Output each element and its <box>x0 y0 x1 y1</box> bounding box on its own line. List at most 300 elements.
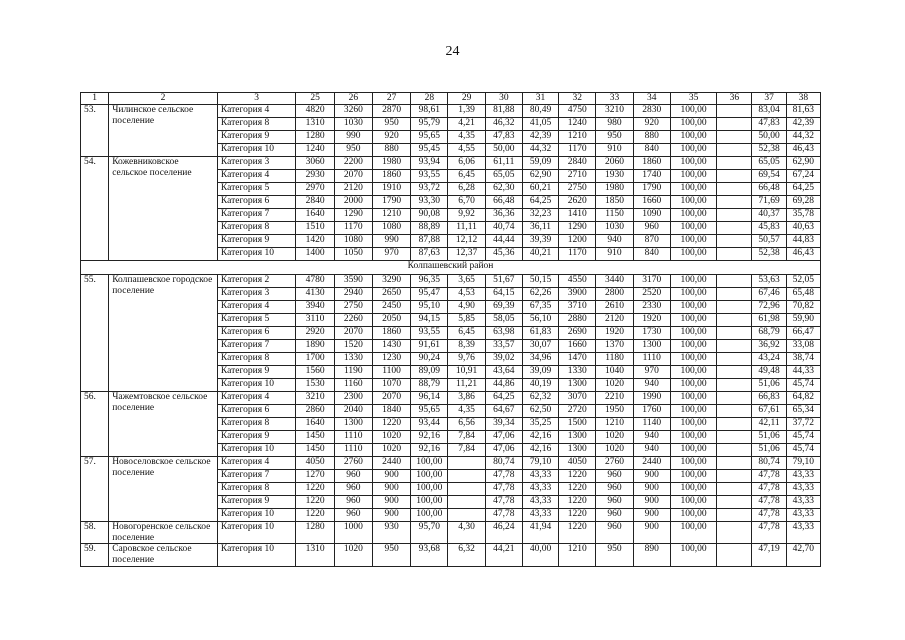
value-cell: 100,00 <box>670 405 716 418</box>
value-cell <box>717 457 752 470</box>
settlement-number: 59. <box>81 544 109 566</box>
value-cell: 940 <box>633 431 670 444</box>
column-header: 25 <box>296 93 334 105</box>
value-cell: 980 <box>596 118 633 131</box>
category-cell: Категория 9 <box>217 235 296 248</box>
value-cell <box>717 327 752 340</box>
value-cell: 2070 <box>334 327 372 340</box>
value-cell <box>717 509 752 522</box>
value-cell: 950 <box>596 131 633 144</box>
settlement-number: 58. <box>81 522 109 544</box>
value-cell: 3,86 <box>448 392 485 405</box>
value-cell: 1790 <box>633 183 670 196</box>
value-cell: 1000 <box>334 522 372 544</box>
settlement-number: 56. <box>81 392 109 457</box>
value-cell: 100,00 <box>670 196 716 209</box>
column-header: 26 <box>334 93 372 105</box>
value-cell: 1110 <box>334 444 372 457</box>
value-cell: 1170 <box>334 222 372 235</box>
category-cell: Категория 10 <box>217 522 296 544</box>
value-cell: 43,33 <box>786 522 820 544</box>
value-cell: 50,00 <box>485 144 522 157</box>
settlement-name: Чилинское сельское поселение <box>109 105 218 157</box>
value-cell: 1730 <box>633 327 670 340</box>
value-cell: 100,00 <box>670 131 716 144</box>
value-cell: 90,08 <box>411 209 448 222</box>
value-cell <box>717 131 752 144</box>
value-cell: 67,61 <box>752 405 786 418</box>
value-cell: 93,44 <box>411 418 448 431</box>
value-cell: 100,00 <box>670 353 716 366</box>
value-cell: 1980 <box>596 183 633 196</box>
value-cell: 100,00 <box>670 183 716 196</box>
value-cell: 43,33 <box>786 483 820 496</box>
column-header: 2 <box>109 93 218 105</box>
value-cell: 1020 <box>596 379 633 392</box>
value-cell: 94,15 <box>411 314 448 327</box>
value-cell: 900 <box>372 496 410 509</box>
value-cell: 51,06 <box>752 379 786 392</box>
value-cell: 43,33 <box>786 509 820 522</box>
value-cell: 960 <box>596 509 633 522</box>
value-cell: 83,04 <box>752 105 786 118</box>
value-cell: 1030 <box>596 222 633 235</box>
value-cell: 47,78 <box>485 496 522 509</box>
value-cell: 87,88 <box>411 235 448 248</box>
value-cell: 2930 <box>296 170 334 183</box>
value-cell: 920 <box>633 118 670 131</box>
value-cell: 1370 <box>596 340 633 353</box>
value-cell: 43,24 <box>752 353 786 366</box>
value-cell: 2720 <box>559 405 596 418</box>
value-cell: 100,00 <box>670 483 716 496</box>
value-cell: 100,00 <box>670 544 716 566</box>
value-cell: 46,43 <box>786 248 820 261</box>
value-cell: 1910 <box>372 183 410 196</box>
value-cell: 3940 <box>296 301 334 314</box>
value-cell: 1210 <box>559 131 596 144</box>
value-cell: 80,49 <box>522 105 558 118</box>
value-cell: 100,00 <box>411 457 448 470</box>
value-cell: 47,78 <box>485 483 522 496</box>
value-cell: 1330 <box>334 353 372 366</box>
value-cell: 65,34 <box>786 405 820 418</box>
value-cell: 960 <box>334 483 372 496</box>
value-cell: 1290 <box>559 222 596 235</box>
value-cell: 40,74 <box>485 222 522 235</box>
value-cell: 1840 <box>372 405 410 418</box>
value-cell: 960 <box>334 509 372 522</box>
settlement-number: 57. <box>81 457 109 522</box>
value-cell: 39,39 <box>522 235 558 248</box>
category-cell: Категория 6 <box>217 327 296 340</box>
value-cell: 950 <box>334 144 372 157</box>
value-cell: 66,48 <box>485 196 522 209</box>
value-cell: 2300 <box>334 392 372 405</box>
value-cell: 47,06 <box>485 444 522 457</box>
category-cell: Категория 8 <box>217 222 296 235</box>
value-cell: 96,35 <box>411 275 448 288</box>
value-cell <box>717 340 752 353</box>
value-cell: 95,10 <box>411 301 448 314</box>
value-cell: 43,64 <box>485 366 522 379</box>
category-cell: Категория 6 <box>217 196 296 209</box>
value-cell: 11,21 <box>448 379 485 392</box>
value-cell: 6,45 <box>448 327 485 340</box>
value-cell: 900 <box>372 509 410 522</box>
value-cell: 93,55 <box>411 170 448 183</box>
value-cell: 2690 <box>559 327 596 340</box>
value-cell: 960 <box>596 483 633 496</box>
value-cell: 100,00 <box>670 509 716 522</box>
category-cell: Категория 10 <box>217 444 296 457</box>
value-cell: 47,78 <box>752 470 786 483</box>
value-cell: 2440 <box>633 457 670 470</box>
value-cell: 44,33 <box>786 366 820 379</box>
page-number: 24 <box>445 44 460 59</box>
value-cell <box>717 470 752 483</box>
value-cell: 51,06 <box>752 444 786 457</box>
value-cell: 1240 <box>296 144 334 157</box>
column-header: 31 <box>522 93 558 105</box>
value-cell: 46,32 <box>485 118 522 131</box>
value-cell: 44,32 <box>786 131 820 144</box>
value-cell: 2070 <box>372 392 410 405</box>
value-cell: 93,72 <box>411 183 448 196</box>
value-cell: 43,33 <box>786 470 820 483</box>
value-cell: 1980 <box>372 157 410 170</box>
value-cell: 900 <box>372 470 410 483</box>
value-cell: 1100 <box>372 366 410 379</box>
value-cell <box>448 509 485 522</box>
value-cell: 52,05 <box>786 275 820 288</box>
value-cell: 990 <box>372 235 410 248</box>
column-header: 35 <box>670 93 716 105</box>
value-cell: 40,19 <box>522 379 558 392</box>
value-cell: 100,00 <box>411 509 448 522</box>
category-cell: Категория 9 <box>217 131 296 144</box>
column-header: 28 <box>411 93 448 105</box>
value-cell: 4130 <box>296 288 334 301</box>
column-header: 34 <box>633 93 670 105</box>
settlement-number: 53. <box>81 105 109 157</box>
category-cell: Категория 9 <box>217 496 296 509</box>
value-cell: 1700 <box>296 353 334 366</box>
value-cell: 1220 <box>559 483 596 496</box>
value-cell: 46,24 <box>485 522 522 544</box>
value-cell: 3060 <box>296 157 334 170</box>
value-cell: 47,78 <box>485 509 522 522</box>
value-cell: 100,00 <box>670 222 716 235</box>
value-cell: 100,00 <box>670 418 716 431</box>
value-cell: 66,48 <box>752 183 786 196</box>
value-cell <box>717 118 752 131</box>
value-cell: 3710 <box>559 301 596 314</box>
value-cell: 890 <box>633 544 670 566</box>
value-cell: 91,61 <box>411 340 448 353</box>
value-cell: 1210 <box>372 209 410 222</box>
value-cell: 90,24 <box>411 353 448 366</box>
value-cell: 30,07 <box>522 340 558 353</box>
value-cell <box>717 105 752 118</box>
value-cell: 59,90 <box>786 314 820 327</box>
settlement-name: Новогоренское сельское поселение <box>109 522 218 544</box>
value-cell <box>717 170 752 183</box>
settlement-name: Чажемтовское сельское поселение <box>109 392 218 457</box>
value-cell: 45,74 <box>786 431 820 444</box>
value-cell: 100,00 <box>670 105 716 118</box>
value-cell: 47,78 <box>752 509 786 522</box>
value-cell: 2750 <box>334 301 372 314</box>
category-cell: Категория 8 <box>217 353 296 366</box>
value-cell: 40,37 <box>752 209 786 222</box>
value-cell: 1020 <box>334 544 372 566</box>
value-cell: 65,48 <box>786 288 820 301</box>
value-cell: 44,83 <box>786 235 820 248</box>
value-cell: 1990 <box>633 392 670 405</box>
value-cell: 1660 <box>633 196 670 209</box>
column-header: 33 <box>596 93 633 105</box>
value-cell <box>717 288 752 301</box>
value-cell: 1330 <box>559 366 596 379</box>
value-cell: 900 <box>633 496 670 509</box>
value-cell: 2610 <box>596 301 633 314</box>
value-cell <box>717 431 752 444</box>
value-cell: 2440 <box>372 457 410 470</box>
value-cell: 970 <box>633 366 670 379</box>
value-cell <box>717 483 752 496</box>
value-cell: 61,11 <box>485 157 522 170</box>
value-cell: 79,10 <box>522 457 558 470</box>
value-cell: 87,63 <box>411 248 448 261</box>
value-cell: 2760 <box>596 457 633 470</box>
category-cell: Категория 3 <box>217 288 296 301</box>
value-cell: 1220 <box>559 496 596 509</box>
value-cell: 39,02 <box>485 353 522 366</box>
category-cell: Категория 4 <box>217 105 296 118</box>
value-cell: 71,69 <box>752 196 786 209</box>
value-cell: 58,05 <box>485 314 522 327</box>
value-cell: 1020 <box>596 444 633 457</box>
value-cell: 2260 <box>334 314 372 327</box>
value-cell: 98,61 <box>411 105 448 118</box>
value-cell: 47,78 <box>485 470 522 483</box>
value-cell: 100,00 <box>411 496 448 509</box>
value-cell: 2450 <box>372 301 410 314</box>
value-cell: 910 <box>596 248 633 261</box>
value-cell: 43,33 <box>522 470 558 483</box>
value-cell: 47,83 <box>485 131 522 144</box>
value-cell: 1190 <box>334 366 372 379</box>
value-cell: 4,90 <box>448 301 485 314</box>
value-cell: 100,00 <box>670 235 716 248</box>
value-cell: 62,50 <box>522 405 558 418</box>
table-row <box>81 457 821 470</box>
value-cell: 41,05 <box>522 118 558 131</box>
category-cell: Категория 7 <box>217 470 296 483</box>
value-cell: 42,70 <box>786 544 820 566</box>
value-cell: 100,00 <box>670 340 716 353</box>
value-cell: 6,45 <box>448 170 485 183</box>
category-cell: Категория 7 <box>217 340 296 353</box>
category-cell: Категория 9 <box>217 366 296 379</box>
value-cell: 100,00 <box>411 483 448 496</box>
value-cell <box>717 157 752 170</box>
value-cell: 6,06 <box>448 157 485 170</box>
value-cell: 92,16 <box>411 431 448 444</box>
value-cell <box>717 314 752 327</box>
value-cell: 3590 <box>334 275 372 288</box>
category-cell: Категория 5 <box>217 314 296 327</box>
settlement-name: Кожевниковское сельское поселение <box>109 157 218 261</box>
value-cell: 2210 <box>596 392 633 405</box>
value-cell <box>717 275 752 288</box>
value-cell: 1270 <box>296 470 334 483</box>
value-cell <box>717 222 752 235</box>
settlement-name: Новоселовское сельское поселение <box>109 457 218 522</box>
value-cell: 96,14 <box>411 392 448 405</box>
value-cell: 6,56 <box>448 418 485 431</box>
value-cell: 44,44 <box>485 235 522 248</box>
value-cell <box>448 457 485 470</box>
value-cell: 1500 <box>559 418 596 431</box>
value-cell: 100,00 <box>670 288 716 301</box>
value-cell: 900 <box>372 483 410 496</box>
value-cell <box>717 544 752 566</box>
value-cell: 1860 <box>633 157 670 170</box>
value-cell: 42,39 <box>786 118 820 131</box>
value-cell: 3110 <box>296 314 334 327</box>
value-cell: 1160 <box>334 379 372 392</box>
value-cell: 1280 <box>296 131 334 144</box>
value-cell: 2120 <box>334 183 372 196</box>
value-cell <box>717 353 752 366</box>
column-header: 37 <box>752 93 786 105</box>
value-cell <box>448 496 485 509</box>
value-cell: 37,72 <box>786 418 820 431</box>
value-cell: 960 <box>596 522 633 544</box>
value-cell: 960 <box>596 496 633 509</box>
value-cell: 36,92 <box>752 340 786 353</box>
value-cell: 100,00 <box>411 470 448 483</box>
value-cell: 42,39 <box>522 131 558 144</box>
value-cell: 44,32 <box>522 144 558 157</box>
value-cell: 38,74 <box>786 353 820 366</box>
value-cell: 69,39 <box>485 301 522 314</box>
value-cell: 69,54 <box>752 170 786 183</box>
value-cell: 870 <box>633 235 670 248</box>
value-cell: 2710 <box>559 170 596 183</box>
category-cell: Категория 2 <box>217 275 296 288</box>
value-cell: 33,57 <box>485 340 522 353</box>
value-cell: 1300 <box>559 431 596 444</box>
value-cell: 1300 <box>334 418 372 431</box>
value-cell: 1220 <box>296 483 334 496</box>
value-cell: 2870 <box>372 105 410 118</box>
category-cell: Категория 10 <box>217 248 296 261</box>
column-header: 27 <box>372 93 410 105</box>
value-cell: 4050 <box>559 457 596 470</box>
value-cell: 1240 <box>559 118 596 131</box>
value-cell: 2750 <box>559 183 596 196</box>
value-cell: 2940 <box>334 288 372 301</box>
value-cell: 64,25 <box>786 183 820 196</box>
value-cell: 1070 <box>372 379 410 392</box>
value-cell: 1280 <box>296 522 334 544</box>
value-cell: 1470 <box>559 353 596 366</box>
value-cell: 1230 <box>372 353 410 366</box>
value-cell: 47,83 <box>752 118 786 131</box>
value-cell: 900 <box>633 470 670 483</box>
column-header: 38 <box>786 93 820 105</box>
value-cell: 64,82 <box>786 392 820 405</box>
value-cell: 100,00 <box>670 431 716 444</box>
category-cell: Категория 3 <box>217 157 296 170</box>
value-cell: 4,35 <box>448 131 485 144</box>
value-cell: 840 <box>633 144 670 157</box>
value-cell: 2860 <box>296 405 334 418</box>
value-cell <box>717 235 752 248</box>
value-cell: 990 <box>334 131 372 144</box>
value-cell: 47,78 <box>752 522 786 544</box>
value-cell: 47,78 <box>752 483 786 496</box>
value-cell: 43,33 <box>786 496 820 509</box>
value-cell: 95,79 <box>411 118 448 131</box>
value-cell: 1520 <box>334 340 372 353</box>
value-cell: 62,90 <box>522 170 558 183</box>
value-cell: 100,00 <box>670 314 716 327</box>
value-cell: 1660 <box>559 340 596 353</box>
value-cell: 1640 <box>296 209 334 222</box>
value-cell: 2880 <box>559 314 596 327</box>
value-cell: 6,70 <box>448 196 485 209</box>
value-cell: 1860 <box>372 327 410 340</box>
value-cell: 64,67 <box>485 405 522 418</box>
value-cell: 100,00 <box>670 444 716 457</box>
category-cell: Категория 8 <box>217 483 296 496</box>
value-cell: 2060 <box>596 157 633 170</box>
value-cell: 70,82 <box>786 301 820 314</box>
value-cell: 52,38 <box>752 248 786 261</box>
category-cell: Категория 8 <box>217 418 296 431</box>
value-cell: 64,15 <box>485 288 522 301</box>
header-row <box>81 93 821 105</box>
value-cell: 2970 <box>296 183 334 196</box>
value-cell: 42,16 <box>522 444 558 457</box>
value-cell: 1920 <box>633 314 670 327</box>
value-cell <box>717 444 752 457</box>
value-cell: 2070 <box>334 170 372 183</box>
value-cell: 3070 <box>559 392 596 405</box>
value-cell: 100,00 <box>670 392 716 405</box>
value-cell <box>717 379 752 392</box>
value-cell: 1090 <box>633 209 670 222</box>
value-cell: 1950 <box>596 405 633 418</box>
value-cell: 80,74 <box>752 457 786 470</box>
value-cell: 1210 <box>559 544 596 566</box>
value-cell: 12,12 <box>448 235 485 248</box>
category-cell: Категория 9 <box>217 431 296 444</box>
value-cell <box>717 209 752 222</box>
table-row <box>81 392 821 405</box>
data-table <box>80 92 821 567</box>
value-cell <box>717 144 752 157</box>
settlement-name: Саровское сельское поселение <box>109 544 218 566</box>
value-cell: 900 <box>633 483 670 496</box>
value-cell: 1180 <box>596 353 633 366</box>
value-cell: 940 <box>596 235 633 248</box>
value-cell: 1020 <box>372 444 410 457</box>
